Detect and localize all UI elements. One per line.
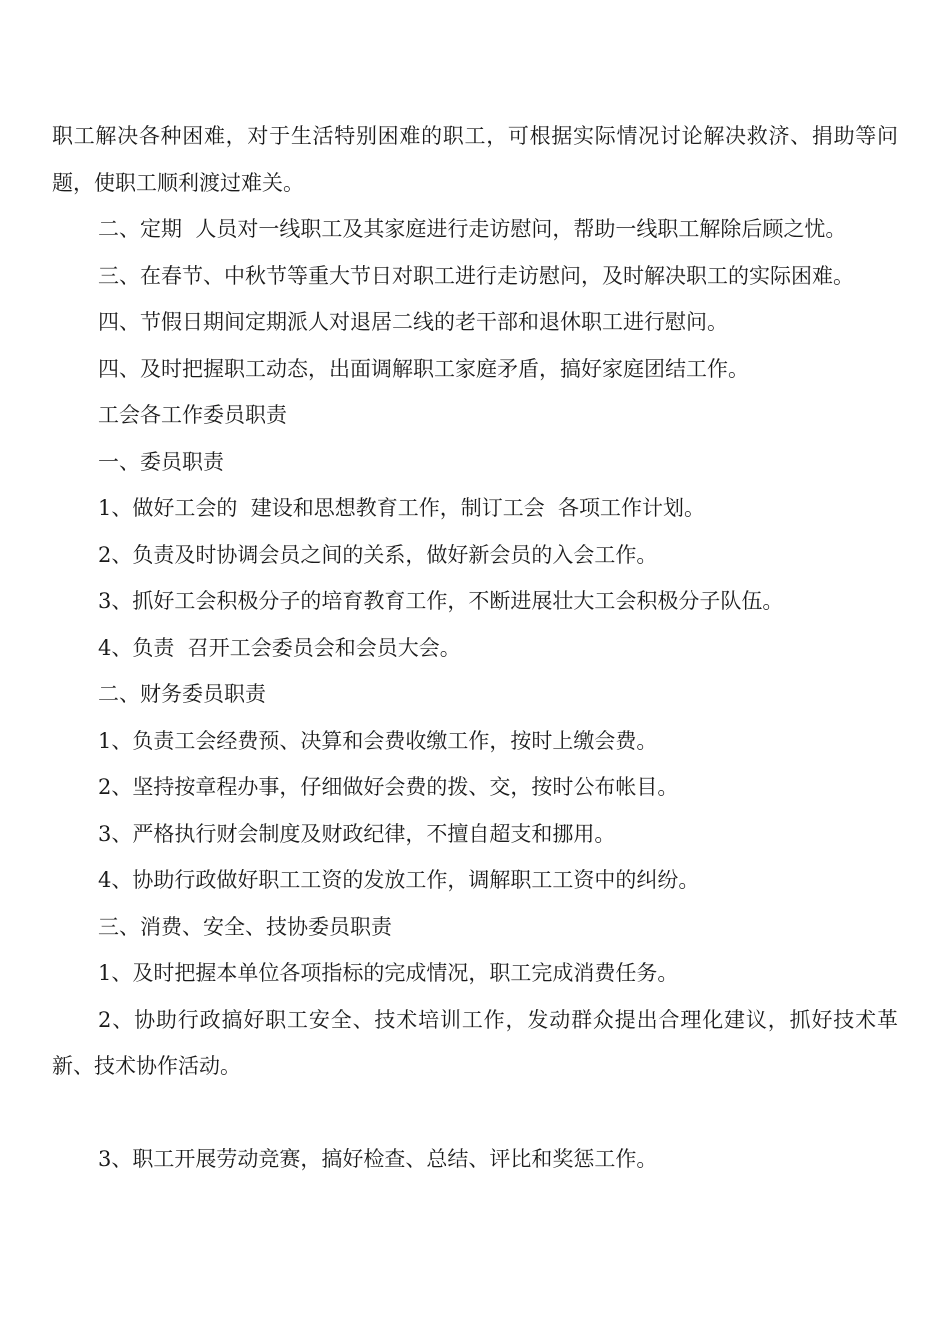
list-item: 3、职工开展劳动竞赛，搞好检查、总结、评比和奖惩工作。 [98,1147,658,1171]
paragraph: 二、定期 人员对一线职工及其家庭进行走访慰问，帮助一线职工解除后顾之忧。 [98,217,847,241]
list-item: 1、负责工会经费预、决算和会费收缴工作，按时上缴会费。 [98,728,658,753]
paragraph: 四、及时把握职工动态，出面调解职工家庭矛盾，搞好家庭团结工作。 [98,356,749,381]
section-heading: 二、财务委员职责 [98,682,266,706]
list-item: 3、严格执行财会制度及财政纪律，不擅自超支和挪用。 [98,821,616,846]
list-item: 4、负责 召开工会委员会和会员大会。 [98,635,461,660]
list-item: 1、做好工会的 建设和思想教育工作，制订工会 各项工作计划。 [98,496,706,520]
list-item: 2、负责及时协调会员之间的关系，做好新会员的入会工作。 [98,542,658,567]
blank-line [52,1090,898,1137]
section-heading: 三、消费、安全、技协委员职责 [98,914,392,939]
list-item: 2、坚持按章程办事，仔细做好会费的拨、交，按时公布帐目。 [98,775,679,799]
document-body [52,113,898,1183]
list-item: 4、协助行政做好职工工资的发放工作，调解职工工资中的纠纷。 [98,868,700,892]
paragraph: 职工解决各种困难，对于生活特别困难的职工，可根据实际情况讨论解决救济、捐助等问题，使职工顺利渡过难关。 [52,124,898,195]
section-heading: 一、委员职责 [98,449,224,474]
section-heading: 工会各工作委员职责 [98,403,287,427]
paragraph: 三、在春节、中秋节等重大节日对职工进行走访慰问，及时解决职工的实际困难。 [98,263,854,288]
list-item: 1、及时把握本单位各项指标的完成情况，职工完成消费任务。 [98,961,679,985]
paragraph: 四、节假日期间定期派人对退居二线的老干部和退休职工进行慰问。 [98,310,728,334]
list-item: 2、协助行政搞好职工安全、技术培训工作，发动群众提出合理化建议，抓好技术革新、技术协作活动。 [52,1007,898,1078]
list-item: 3、抓好工会积极分子的培育教育工作，不断进展壮大工会积极分子队伍。 [98,589,784,613]
